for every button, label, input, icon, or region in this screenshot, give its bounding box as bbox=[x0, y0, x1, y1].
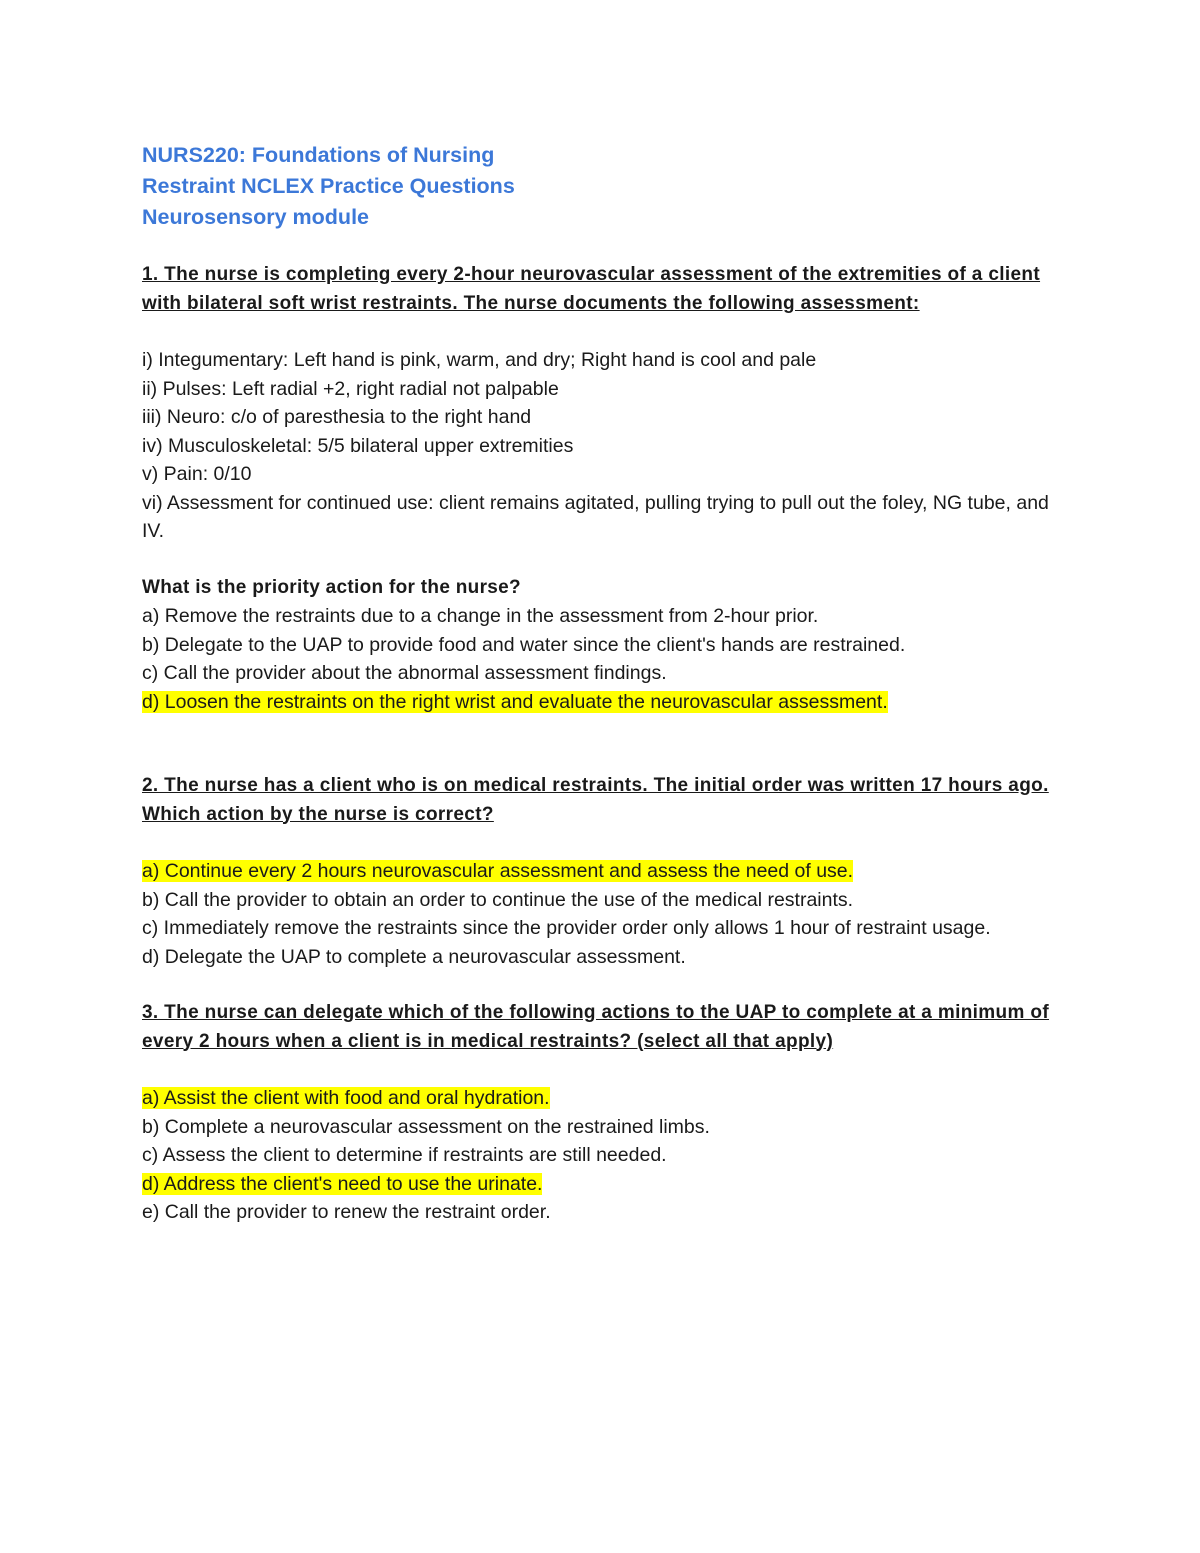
q1-option-a: a) Remove the restraints due to a change in the assessment from 2-hour prior. bbox=[142, 605, 819, 627]
document-title: Restraint NCLEX Practice Questions bbox=[142, 174, 515, 198]
q1-option-b: b) Delegate to the UAP to provide food and water since the client's hands are restrained. bbox=[142, 633, 906, 656]
q1-finding: iv) Musculoskeletal: 5/5 bilateral upper extremities bbox=[142, 434, 574, 457]
q3-option-b: b) Complete a neurovascular assessment on the restrained limbs. bbox=[142, 1115, 710, 1138]
q3-option-d-highlighted: d) Address the client's need to use the urinate. bbox=[142, 1172, 543, 1195]
question-2-prompt: 2. The nurse has a client who is on medical restraints. The initial order was written 17 hours ago. Which action by the nurse is correct? bbox=[142, 775, 1049, 825]
question-1-subquestion: What is the priority action for the nurse? bbox=[142, 576, 521, 598]
q2-option-b: b) Call the provider to obtain an order to continue the use of the medical restraints. bbox=[142, 888, 854, 911]
q3-option-a-highlighted: a) Assist the client with food and oral hydration. bbox=[142, 1087, 550, 1109]
q1-finding: ii) Pulses: Left radial +2, right radial not palpable bbox=[142, 377, 559, 400]
q2-option-d: d) Delegate the UAP to complete a neurovascular assessment. bbox=[142, 945, 686, 968]
q1-finding: v) Pain: 0/10 bbox=[142, 463, 252, 485]
q1-finding: i) Integumentary: Left hand is pink, warm, and dry; Right hand is cool and pale bbox=[142, 349, 817, 371]
question-3-prompt: 3. The nurse can delegate which of the following actions to the UAP to complete at a minimum of every 2 hours when a client is in medical restraints? (select all that apply) bbox=[142, 1002, 1050, 1052]
q2-option-a-highlighted: a) Continue every 2 hours neurovascular assessment and assess the need of use. bbox=[142, 860, 854, 882]
q1-option-c: c) Call the provider about the abnormal assessment findings. bbox=[142, 662, 667, 684]
question-1-prompt: 1. The nurse is completing every 2-hour neurovascular assessment of the extremities of a client with bilateral soft wrist restraints. The nurse documents the following assessment: bbox=[142, 264, 1041, 314]
q1-finding: vi) Assessment for continued use: client remains agitated, pulling trying to pull out the foley, NG tube, and IV. bbox=[142, 491, 1049, 542]
q3-option-e: e) Call the provider to renew the restraint order. bbox=[142, 1201, 551, 1223]
q2-option-c: c) Immediately remove the restraints since the provider order only allows 1 hour of restraint usage. bbox=[142, 917, 991, 939]
q1-finding: iii) Neuro: c/o of paresthesia to the right hand bbox=[142, 406, 532, 428]
course-title: NURS220: Foundations of Nursing bbox=[142, 143, 495, 167]
document-content bbox=[142, 140, 1062, 1227]
module-title: Neurosensory module bbox=[142, 205, 369, 229]
q3-option-c: c) Assess the client to determine if restraints are still needed. bbox=[142, 1144, 667, 1166]
q1-option-d-highlighted: d) Loosen the restraints on the right wrist and evaluate the neurovascular assessment. bbox=[142, 690, 888, 713]
